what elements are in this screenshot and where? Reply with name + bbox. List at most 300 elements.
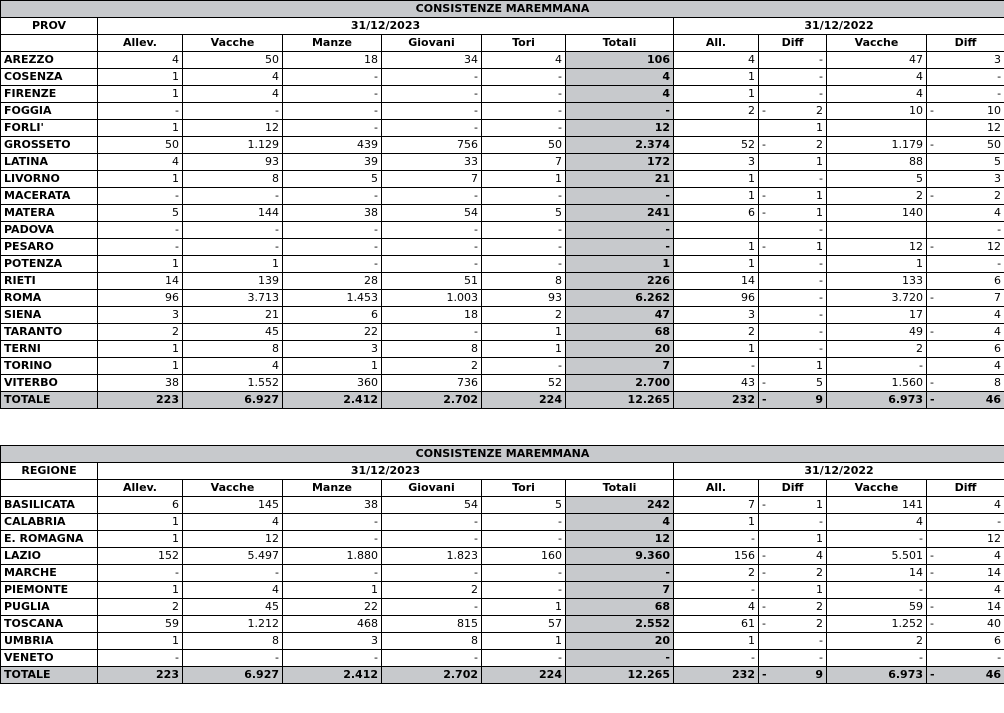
table-cell: 4 xyxy=(927,307,1004,324)
table-cell: 1 xyxy=(98,69,183,86)
table-cell: 12 xyxy=(183,120,283,137)
table-cell: 12 xyxy=(927,120,1004,137)
totali-cell: - xyxy=(566,565,674,582)
negative-value xyxy=(930,290,1001,306)
table-cell: - xyxy=(482,86,566,103)
totali-cell: 4 xyxy=(566,69,674,86)
table-cell: - xyxy=(382,514,482,531)
table-cell: 1 xyxy=(759,120,827,137)
table-cell: - xyxy=(674,650,759,667)
row-label: TARANTO xyxy=(1,324,98,341)
cell-value: 50 xyxy=(987,138,1002,151)
table-cell: 360 xyxy=(283,375,382,392)
header-row-dates xyxy=(1,18,1004,35)
table-cell: - xyxy=(382,239,482,256)
table-cell: - xyxy=(98,103,183,120)
minus-sign: - xyxy=(762,617,766,630)
column-header: Diff xyxy=(927,35,1004,52)
table-cell: - xyxy=(759,650,827,667)
totali-cell: - xyxy=(566,103,674,120)
table-cell: 6.927 xyxy=(183,667,283,684)
table-cell: 5.497 xyxy=(183,548,283,565)
negative-diff-cell xyxy=(759,667,827,684)
negative-value xyxy=(762,188,823,204)
minus-sign: - xyxy=(762,498,766,511)
table-cell: 5.501 xyxy=(827,548,927,565)
negative-value xyxy=(762,565,823,581)
totali-cell: - xyxy=(566,239,674,256)
table-cell: - xyxy=(283,256,382,273)
cell-value: 4 xyxy=(816,549,823,562)
negative-diff-cell xyxy=(759,497,827,514)
negative-value xyxy=(762,667,823,683)
column-header: Tori xyxy=(482,480,566,497)
table-cell: 1.552 xyxy=(183,375,283,392)
table-cell: 61 xyxy=(674,616,759,633)
minus-sign: - xyxy=(762,393,767,406)
table-cell: 145 xyxy=(183,497,283,514)
table-cell: 3 xyxy=(927,171,1004,188)
table-cell: 93 xyxy=(482,290,566,307)
table-cell: 1 xyxy=(674,171,759,188)
table-cell: 1 xyxy=(98,86,183,103)
table-cell: 8 xyxy=(382,341,482,358)
table-cell: 1.453 xyxy=(283,290,382,307)
table-cell: 2 xyxy=(827,633,927,650)
negative-value xyxy=(762,205,823,221)
row-label: LAZIO xyxy=(1,548,98,565)
minus-sign: - xyxy=(762,376,766,389)
totali-cell: 47 xyxy=(566,307,674,324)
table-cell: 6 xyxy=(674,205,759,222)
table-cell: 152 xyxy=(98,548,183,565)
negative-value xyxy=(930,239,1001,255)
table-cell: 38 xyxy=(98,375,183,392)
totali-cell: 106 xyxy=(566,52,674,69)
table-cell: - xyxy=(482,222,566,239)
table-cell: 1.823 xyxy=(382,548,482,565)
table-cell: 7 xyxy=(674,497,759,514)
table-row xyxy=(1,222,1004,239)
minus-sign: - xyxy=(930,549,934,562)
table-cell: 52 xyxy=(482,375,566,392)
table-cell: 54 xyxy=(382,205,482,222)
column-header: Tori xyxy=(482,35,566,52)
table-cell: 59 xyxy=(827,599,927,616)
table-cell: - xyxy=(759,633,827,650)
table-cell: 59 xyxy=(98,616,183,633)
column-header-regione: REGIONE xyxy=(1,463,98,480)
table-cell: 4 xyxy=(927,205,1004,222)
table-cell: - xyxy=(382,565,482,582)
table-cell: - xyxy=(183,188,283,205)
table-cell: 4 xyxy=(482,52,566,69)
column-header-blank xyxy=(1,35,98,52)
table-cell: 22 xyxy=(283,324,382,341)
negative-diff-cell xyxy=(927,616,1004,633)
table-cell: 8 xyxy=(183,341,283,358)
table-row xyxy=(1,120,1004,137)
region-table xyxy=(0,445,1004,684)
table-cell: 14 xyxy=(674,273,759,290)
table-row xyxy=(1,324,1004,341)
column-header: All. xyxy=(674,35,759,52)
table-cell: - xyxy=(283,565,382,582)
totali-cell: 12.265 xyxy=(566,667,674,684)
table-cell: - xyxy=(759,256,827,273)
negative-diff-cell xyxy=(759,565,827,582)
table-cell: - xyxy=(674,358,759,375)
table-cell: 223 xyxy=(98,667,183,684)
negative-diff-cell xyxy=(927,290,1004,307)
table-cell: - xyxy=(183,650,283,667)
table-cell: 4 xyxy=(98,52,183,69)
negative-diff-cell xyxy=(759,599,827,616)
row-label: PESARO xyxy=(1,239,98,256)
row-label: TOSCANA xyxy=(1,616,98,633)
table-cell: 160 xyxy=(482,548,566,565)
row-label: VITERBO xyxy=(1,375,98,392)
cell-value: 5 xyxy=(816,376,823,389)
cell-value: 7 xyxy=(994,291,1002,304)
negative-value xyxy=(930,375,1001,391)
table-cell: - xyxy=(674,582,759,599)
totali-cell: 12 xyxy=(566,531,674,548)
table-cell: - xyxy=(283,514,382,531)
column-header: Diff xyxy=(759,35,827,52)
table-cell: 28 xyxy=(283,273,382,290)
table-cell: - xyxy=(927,86,1004,103)
negative-diff-cell xyxy=(927,599,1004,616)
minus-sign: - xyxy=(930,668,935,681)
table-row xyxy=(1,497,1004,514)
table-cell: - xyxy=(382,69,482,86)
table-row xyxy=(1,103,1004,120)
cell-value: 1 xyxy=(816,240,823,253)
table-cell: - xyxy=(382,222,482,239)
table-cell: 2 xyxy=(674,565,759,582)
table-cell: 5 xyxy=(482,205,566,222)
totali-cell: 2.552 xyxy=(566,616,674,633)
cell-value: 10 xyxy=(987,104,1002,117)
table-cell: - xyxy=(482,514,566,531)
table-cell: - xyxy=(283,239,382,256)
table-cell: 4 xyxy=(674,599,759,616)
table-cell: 6.927 xyxy=(183,392,283,409)
negative-diff-cell xyxy=(927,188,1004,205)
row-label: VENETO xyxy=(1,650,98,667)
negative-value xyxy=(762,497,823,513)
table-cell: 51 xyxy=(382,273,482,290)
negative-value xyxy=(762,239,823,255)
table-cell: 21 xyxy=(183,307,283,324)
column-header: Giovani xyxy=(382,480,482,497)
negative-diff-cell xyxy=(927,239,1004,256)
table-cell: - xyxy=(482,358,566,375)
table-cell: 5 xyxy=(482,497,566,514)
table-cell: - xyxy=(482,565,566,582)
minus-sign: - xyxy=(930,376,934,389)
totali-cell: 6.262 xyxy=(566,290,674,307)
negative-diff-cell xyxy=(927,103,1004,120)
table-cell: - xyxy=(759,341,827,358)
cell-value: 14 xyxy=(987,600,1002,613)
column-header: Vacche xyxy=(183,35,283,52)
totali-cell: 1 xyxy=(566,256,674,273)
table-cell: 3 xyxy=(283,341,382,358)
table-cell: 756 xyxy=(382,137,482,154)
table-cell: 4 xyxy=(827,69,927,86)
table-cell: - xyxy=(759,290,827,307)
totali-cell: 2.374 xyxy=(566,137,674,154)
table-cell: - xyxy=(382,86,482,103)
table-cell: 96 xyxy=(674,290,759,307)
table-cell: 1.560 xyxy=(827,375,927,392)
table-row xyxy=(1,531,1004,548)
table-row xyxy=(1,341,1004,358)
table-cell: 468 xyxy=(283,616,382,633)
negative-value xyxy=(930,103,1001,119)
table-cell: 815 xyxy=(382,616,482,633)
table-cell: 1.252 xyxy=(827,616,927,633)
totali-cell: 12 xyxy=(566,120,674,137)
table-cell: - xyxy=(482,103,566,120)
column-header: Totali xyxy=(566,480,674,497)
negative-value xyxy=(762,548,823,564)
table-cell: 2.412 xyxy=(283,667,382,684)
table-cell: - xyxy=(382,120,482,137)
table-cell: 4 xyxy=(183,358,283,375)
table-cell: - xyxy=(827,531,927,548)
cell-value: 2 xyxy=(816,617,823,630)
table-cell: - xyxy=(827,650,927,667)
table-cell: - xyxy=(482,188,566,205)
row-label: RIETI xyxy=(1,273,98,290)
table-cell: 1.179 xyxy=(827,137,927,154)
table-cell: 232 xyxy=(674,667,759,684)
table-cell: 2.702 xyxy=(382,392,482,409)
totali-cell: 20 xyxy=(566,341,674,358)
table-cell: - xyxy=(927,514,1004,531)
table-cell: - xyxy=(759,52,827,69)
table-cell: 1.129 xyxy=(183,137,283,154)
table-cell: 1 xyxy=(98,531,183,548)
minus-sign: - xyxy=(930,600,934,613)
row-label: MARCHE xyxy=(1,565,98,582)
table-cell: 8 xyxy=(382,633,482,650)
table-cell: 49 xyxy=(827,324,927,341)
totali-cell: 68 xyxy=(566,324,674,341)
table-cell: - xyxy=(759,222,827,239)
minus-sign: - xyxy=(762,104,766,117)
cell-value: 2 xyxy=(816,600,823,613)
cell-value: 40 xyxy=(987,617,1002,630)
table-cell: 3 xyxy=(674,154,759,171)
row-label: PUGLIA xyxy=(1,599,98,616)
totali-cell: 12.265 xyxy=(566,392,674,409)
table-cell: 1 xyxy=(759,531,827,548)
table-cell: 1 xyxy=(759,154,827,171)
table-cell: - xyxy=(283,222,382,239)
table-row xyxy=(1,548,1004,565)
table-row xyxy=(1,154,1004,171)
table-cell: - xyxy=(283,120,382,137)
totali-cell: 68 xyxy=(566,599,674,616)
header-row-dates xyxy=(1,463,1004,480)
table-cell: 1 xyxy=(98,582,183,599)
table-cell: 439 xyxy=(283,137,382,154)
row-label: GROSSETO xyxy=(1,137,98,154)
table-cell: - xyxy=(382,103,482,120)
title-row xyxy=(1,446,1004,463)
table-cell: 2 xyxy=(98,599,183,616)
table-cell: 4 xyxy=(98,154,183,171)
row-label: PADOVA xyxy=(1,222,98,239)
table-cell: - xyxy=(759,273,827,290)
table-cell: 3.713 xyxy=(183,290,283,307)
cell-value: 2 xyxy=(994,189,1002,202)
table-cell: - xyxy=(382,599,482,616)
negative-value xyxy=(930,188,1001,204)
table-cell: 1 xyxy=(674,86,759,103)
table-row xyxy=(1,137,1004,154)
table-cell: - xyxy=(927,69,1004,86)
table-cell: 47 xyxy=(827,52,927,69)
column-header-blank xyxy=(1,480,98,497)
period-header-2022: 31/12/2022 xyxy=(674,463,1004,480)
negative-diff-cell xyxy=(927,548,1004,565)
row-label: TOTALE xyxy=(1,392,98,409)
table-cell: 1 xyxy=(674,188,759,205)
table-cell: 8 xyxy=(482,273,566,290)
table-cell xyxy=(674,222,759,239)
table-cell: 1 xyxy=(482,633,566,650)
region-table-body xyxy=(1,446,1004,684)
table-cell: - xyxy=(927,222,1004,239)
cell-value: 14 xyxy=(987,566,1002,579)
negative-diff-cell xyxy=(759,239,827,256)
table-row xyxy=(1,86,1004,103)
negative-diff-cell xyxy=(759,392,827,409)
column-header: All. xyxy=(674,480,759,497)
cell-value: 4 xyxy=(994,325,1002,338)
table-cell: 1 xyxy=(283,582,382,599)
table-cell: - xyxy=(927,256,1004,273)
table-cell: 22 xyxy=(283,599,382,616)
negative-value xyxy=(930,392,1001,408)
cell-value: 9 xyxy=(815,668,823,681)
negative-value xyxy=(762,137,823,153)
table-cell: 3 xyxy=(927,52,1004,69)
table-cell: 156 xyxy=(674,548,759,565)
table-cell: - xyxy=(482,582,566,599)
table-cell: 224 xyxy=(482,667,566,684)
table-cell: - xyxy=(482,650,566,667)
header-row-columns xyxy=(1,35,1004,52)
table-cell: - xyxy=(283,69,382,86)
table-cell: - xyxy=(482,239,566,256)
table-cell: - xyxy=(283,650,382,667)
table-cell: - xyxy=(98,565,183,582)
negative-value xyxy=(762,599,823,615)
table-cell: 1 xyxy=(482,171,566,188)
table-cell: 14 xyxy=(827,565,927,582)
table-row xyxy=(1,273,1004,290)
negative-diff-cell xyxy=(759,205,827,222)
table-cell: 6 xyxy=(927,273,1004,290)
table-cell: 93 xyxy=(183,154,283,171)
negative-diff-cell xyxy=(927,375,1004,392)
table-cell: 1 xyxy=(674,256,759,273)
cell-value: 46 xyxy=(985,393,1002,406)
negative-value xyxy=(930,599,1001,615)
negative-value xyxy=(930,324,1001,340)
minus-sign: - xyxy=(930,104,934,117)
table-cell: 54 xyxy=(382,497,482,514)
totali-cell: 7 xyxy=(566,582,674,599)
table-cell: 224 xyxy=(482,392,566,409)
table-cell: 144 xyxy=(183,205,283,222)
totali-cell: 7 xyxy=(566,358,674,375)
row-label: FOGGIA xyxy=(1,103,98,120)
table-cell: 1 xyxy=(283,358,382,375)
table-cell xyxy=(827,120,927,137)
table-cell: 2 xyxy=(382,582,482,599)
negative-value xyxy=(930,137,1001,153)
table-title: CONSISTENZE MAREMMANA xyxy=(1,1,1004,18)
table-cell: 2 xyxy=(674,103,759,120)
table-cell: 1 xyxy=(482,599,566,616)
negative-diff-cell xyxy=(927,137,1004,154)
totali-cell: 2.700 xyxy=(566,375,674,392)
table-cell: 45 xyxy=(183,599,283,616)
period-header-2023: 31/12/2023 xyxy=(98,18,674,35)
negative-value xyxy=(930,565,1001,581)
table-cell: - xyxy=(382,188,482,205)
table-row xyxy=(1,616,1004,633)
cell-value: 4 xyxy=(994,549,1002,562)
row-label: TORINO xyxy=(1,358,98,375)
table-cell: 736 xyxy=(382,375,482,392)
table-row xyxy=(1,582,1004,599)
table-cell: 232 xyxy=(674,392,759,409)
total-row xyxy=(1,392,1004,409)
table-cell: 39 xyxy=(283,154,382,171)
table-cell: 2 xyxy=(827,341,927,358)
column-header: Allev. xyxy=(98,35,183,52)
table-cell: 33 xyxy=(382,154,482,171)
table-cell: 18 xyxy=(382,307,482,324)
cell-value: 2 xyxy=(816,138,823,151)
table-row xyxy=(1,256,1004,273)
table-cell: - xyxy=(759,86,827,103)
totali-cell: 21 xyxy=(566,171,674,188)
table-cell: 1 xyxy=(98,171,183,188)
minus-sign: - xyxy=(930,138,934,151)
table-cell: 14 xyxy=(98,273,183,290)
row-label: POTENZA xyxy=(1,256,98,273)
minus-sign: - xyxy=(762,240,766,253)
table-cell: 4 xyxy=(827,86,927,103)
column-header: Manze xyxy=(283,480,382,497)
minus-sign: - xyxy=(930,393,935,406)
table-cell: - xyxy=(283,531,382,548)
negative-diff-cell xyxy=(759,188,827,205)
table-cell: - xyxy=(482,120,566,137)
minus-sign: - xyxy=(762,668,767,681)
row-label: LIVORNO xyxy=(1,171,98,188)
negative-diff-cell xyxy=(927,565,1004,582)
